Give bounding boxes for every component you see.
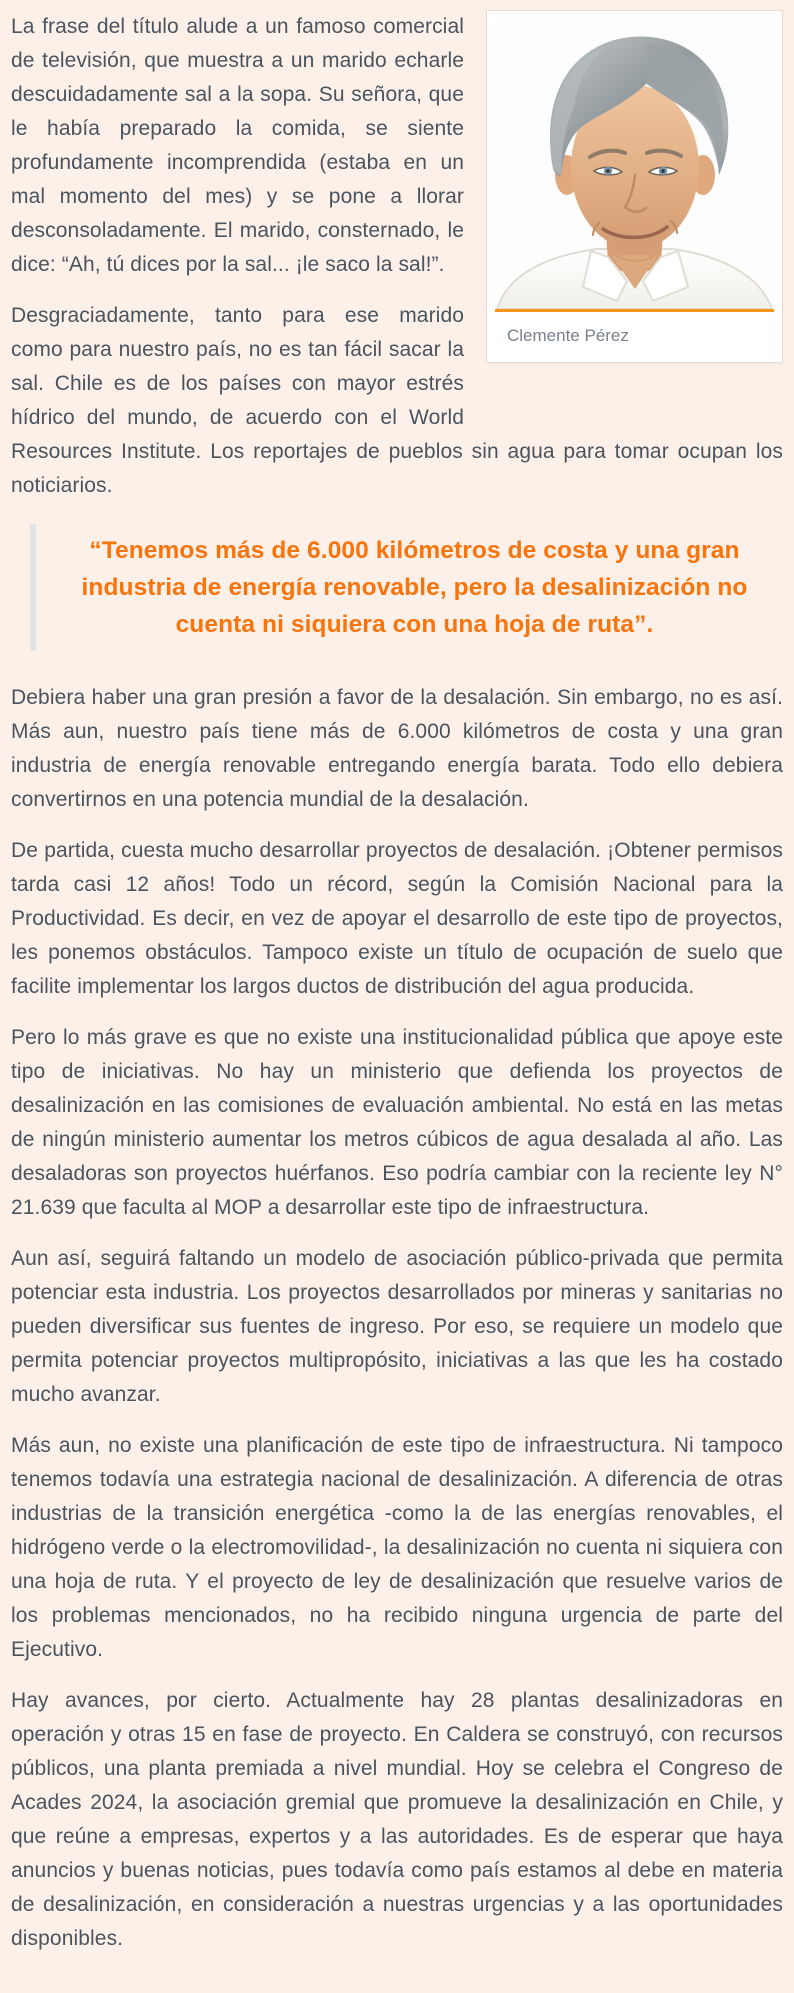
author-portrait-image: [495, 19, 774, 309]
article-paragraph-2: Desgraciadamente, tanto para ese marido como para nuestro país, no es tan fácil sacar la sal. Chile es de los países con mayor estrés hídrico del mundo, de acuerdo con el World Resources Institute. Los reportajes de pueblos sin agua para tomar ocupan los noticiarios.: [11, 304, 783, 497]
article-paragraph-5: Pero lo más grave es que no existe una institucionalidad pública que apoye este tipo de iniciativas. No hay un ministerio que defienda los proyectos de desalinización en las comisiones de evaluación ambiental. No está en las metas de ningún ministerio aumentar los metros cúbicos de agua desalada al año. Las desaladoras son proyectos huérfanos. Eso podría cambiar con la reciente ley N° 21.639 que faculta al MOP a desarrollar este tipo de infraestructura.: [11, 1026, 783, 1219]
article-paragraph-1: La frase del título alude a un famoso comercial de televisión, que muestra a un marido echarle descuidadamente sal a la sopa. Su señora, que le había preparado la comida, se siente profundamente incomprendida (estaba en un mal momento del mes) y se pone a llorar desconsoladamente. El marido, consternado, le dice: “Ah, tú dices por la sal... ¡le saco la sal!”.: [11, 15, 464, 276]
author-name-caption: Clemente Pérez: [507, 326, 629, 345]
article-paragraph-7: Más aun, no existe una planificación de este tipo de infraestructura. Ni tampoco tenemos todavía una estrategia nacional de desalinización. A diferencia de otras industrias de la transición energética -como la de las energías renovables, el hidrógeno verde o la electromovilidad-, la desalinización no cuenta ni siquiera con una hoja de ruta. Y el proyecto de ley de desalinización que resuelve varios de los problemas mencionados, no ha recibido ninguna urgencia de parte del Ejecutivo.: [11, 1434, 783, 1661]
article-paragraph-6: Aun así, seguirá faltando un modelo de asociación público-privada que permita potenciar esta industria. Los proyectos desarrollados por mineras y sanitarias no pueden diversificar sus fuentes de ingreso. Por eso, se requiere un modelo que permita potenciar proyectos multipropósito, iniciativas a las que les ha costado mucho avanzar.: [11, 1247, 783, 1406]
article-paragraph-8: Hay avances, por cierto. Actualmente hay 28 plantas desalinizadoras en operación y otras 15 en fase de proyecto. En Caldera se construyó, con recursos públicos, una planta premiada a nivel mundial. Hoy se celebra el Congreso de Acades 2024, la asociación gremial que promueve la desalinización en Chile, y que reúne a empresas, expertos y a las autoridades. Es de esperar que haya anuncios y buenas noticias, pues todavía como país estamos al debe en materia de desalinización, en consideración a nuestras urgencias y a las oportunidades disponibles.: [11, 1689, 783, 1950]
author-photo-card: [486, 10, 783, 363]
pull-quote-text: “Tenemos más de 6.000 kilómetros de costa y una gran industria de energía renovable, pero la desalinización no cuenta ni siquiera con una hoja de ruta”.: [81, 537, 748, 638]
article-paragraph-3: Debiera haber una gran presión a favor de la desalación. Sin embargo, no es así. Más aun, nuestro país tiene más de 6.000 kilómetros de costa y una gran industria de energía renovable entregando energía barata. Todo ello debiera convertirnos en una potencia mundial de la desalación.: [11, 686, 783, 811]
article-paragraph-4: De partida, cuesta mucho desarrollar proyectos de desalación. ¡Obtener permisos tarda casi 12 años! Todo un récord, según la Comisión Nacional para la Productividad. Es decir, en vez de apoyar el desarrollo de este tipo de proyectos, les ponemos obstáculos. Tampoco existe un título de ocupación de suelo que facilite implementar los largos ductos de distribución del agua producida.: [11, 839, 783, 998]
pull-quote: [30, 524, 783, 651]
portrait-illustration: [495, 19, 774, 309]
